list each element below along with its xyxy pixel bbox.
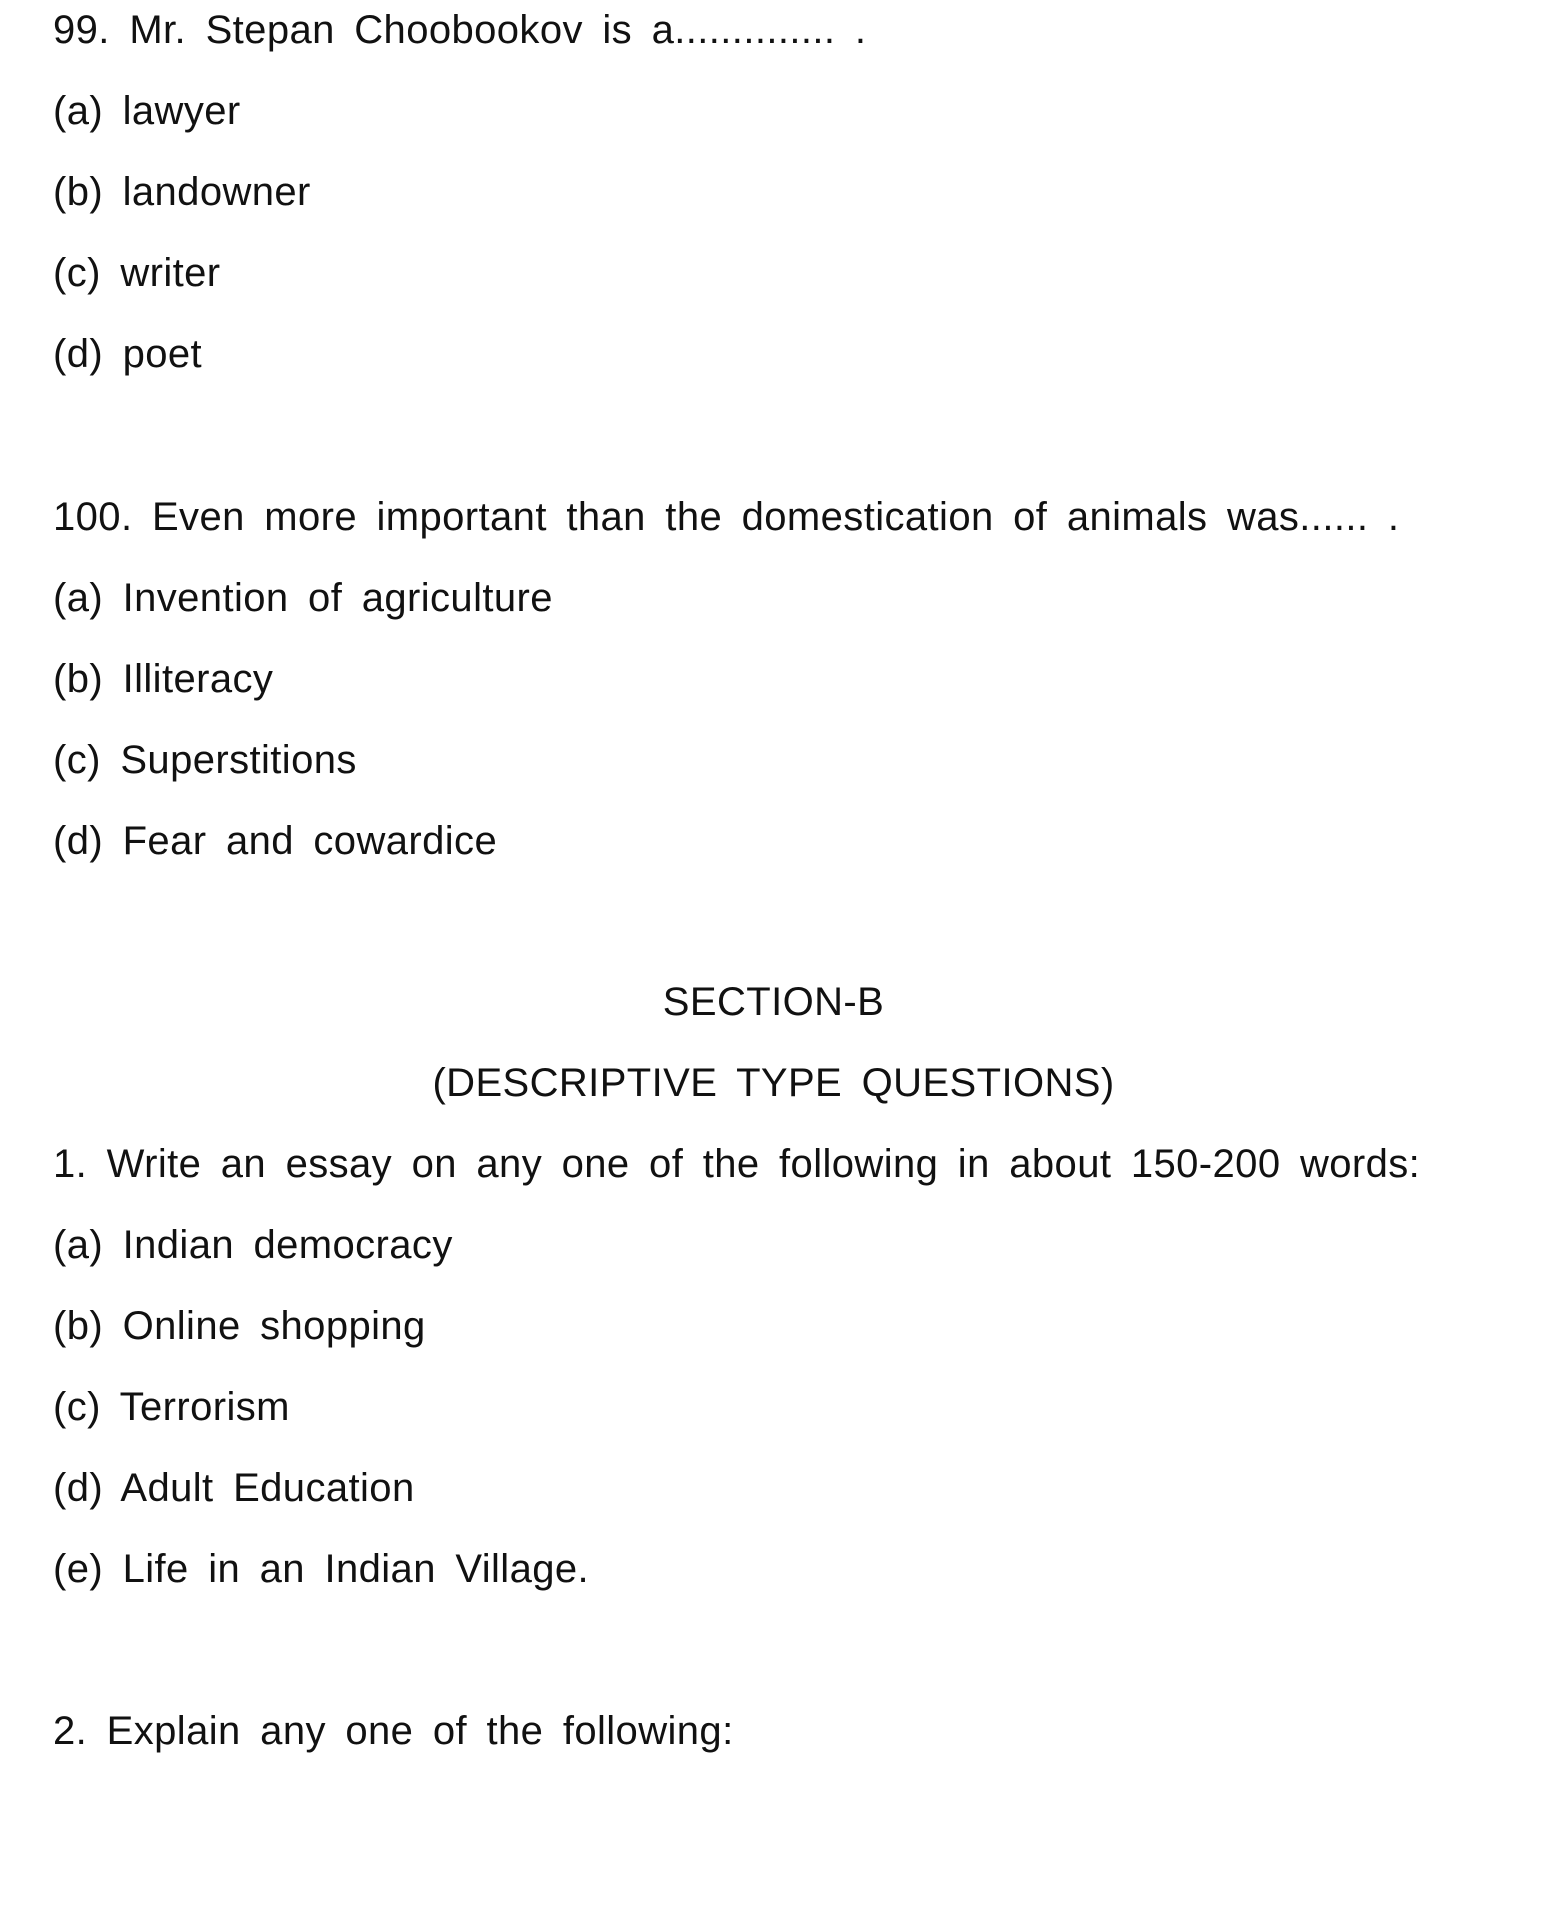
question-100-option-d: (d) Fear and cowardice [53, 819, 498, 863]
question-100-option-a: (a) Invention of agriculture [53, 576, 553, 620]
question-100-option-b: (b) Illiteracy [53, 657, 274, 701]
question-99-option-c: (c) writer [53, 251, 221, 295]
descriptive-question-2-stem: 2. Explain any one of the following: [53, 1709, 734, 1753]
descriptive-question-1-option-d: (d) Adult Education [53, 1466, 415, 1510]
question-100-option-c: (c) Superstitions [53, 738, 357, 782]
descriptive-question-1-option-c: (c) Terrorism [53, 1385, 290, 1429]
question-99-option-b: (b) landowner [53, 170, 311, 214]
question-99-option-d: (d) poet [53, 332, 203, 376]
descriptive-question-1-option-b: (b) Online shopping [53, 1304, 426, 1348]
question-99-stem: 99. Mr. Stepan Choobookov is a.............. . [53, 8, 867, 52]
descriptive-question-1-option-e: (e) Life in an Indian Village. [53, 1547, 590, 1591]
descriptive-question-1-option-a: (a) Indian democracy [53, 1223, 453, 1267]
question-100-stem: 100. Even more important than the domestication of animals was...... . [53, 495, 1400, 539]
section-subheading: (DESCRIPTIVE TYPE QUESTIONS) [432, 1061, 1115, 1105]
question-99-option-a: (a) lawyer [53, 89, 241, 133]
section-heading: SECTION-B [662, 980, 885, 1024]
descriptive-question-1-stem: 1. Write an essay on any one of the following in about 150-200 words: [53, 1142, 1421, 1186]
